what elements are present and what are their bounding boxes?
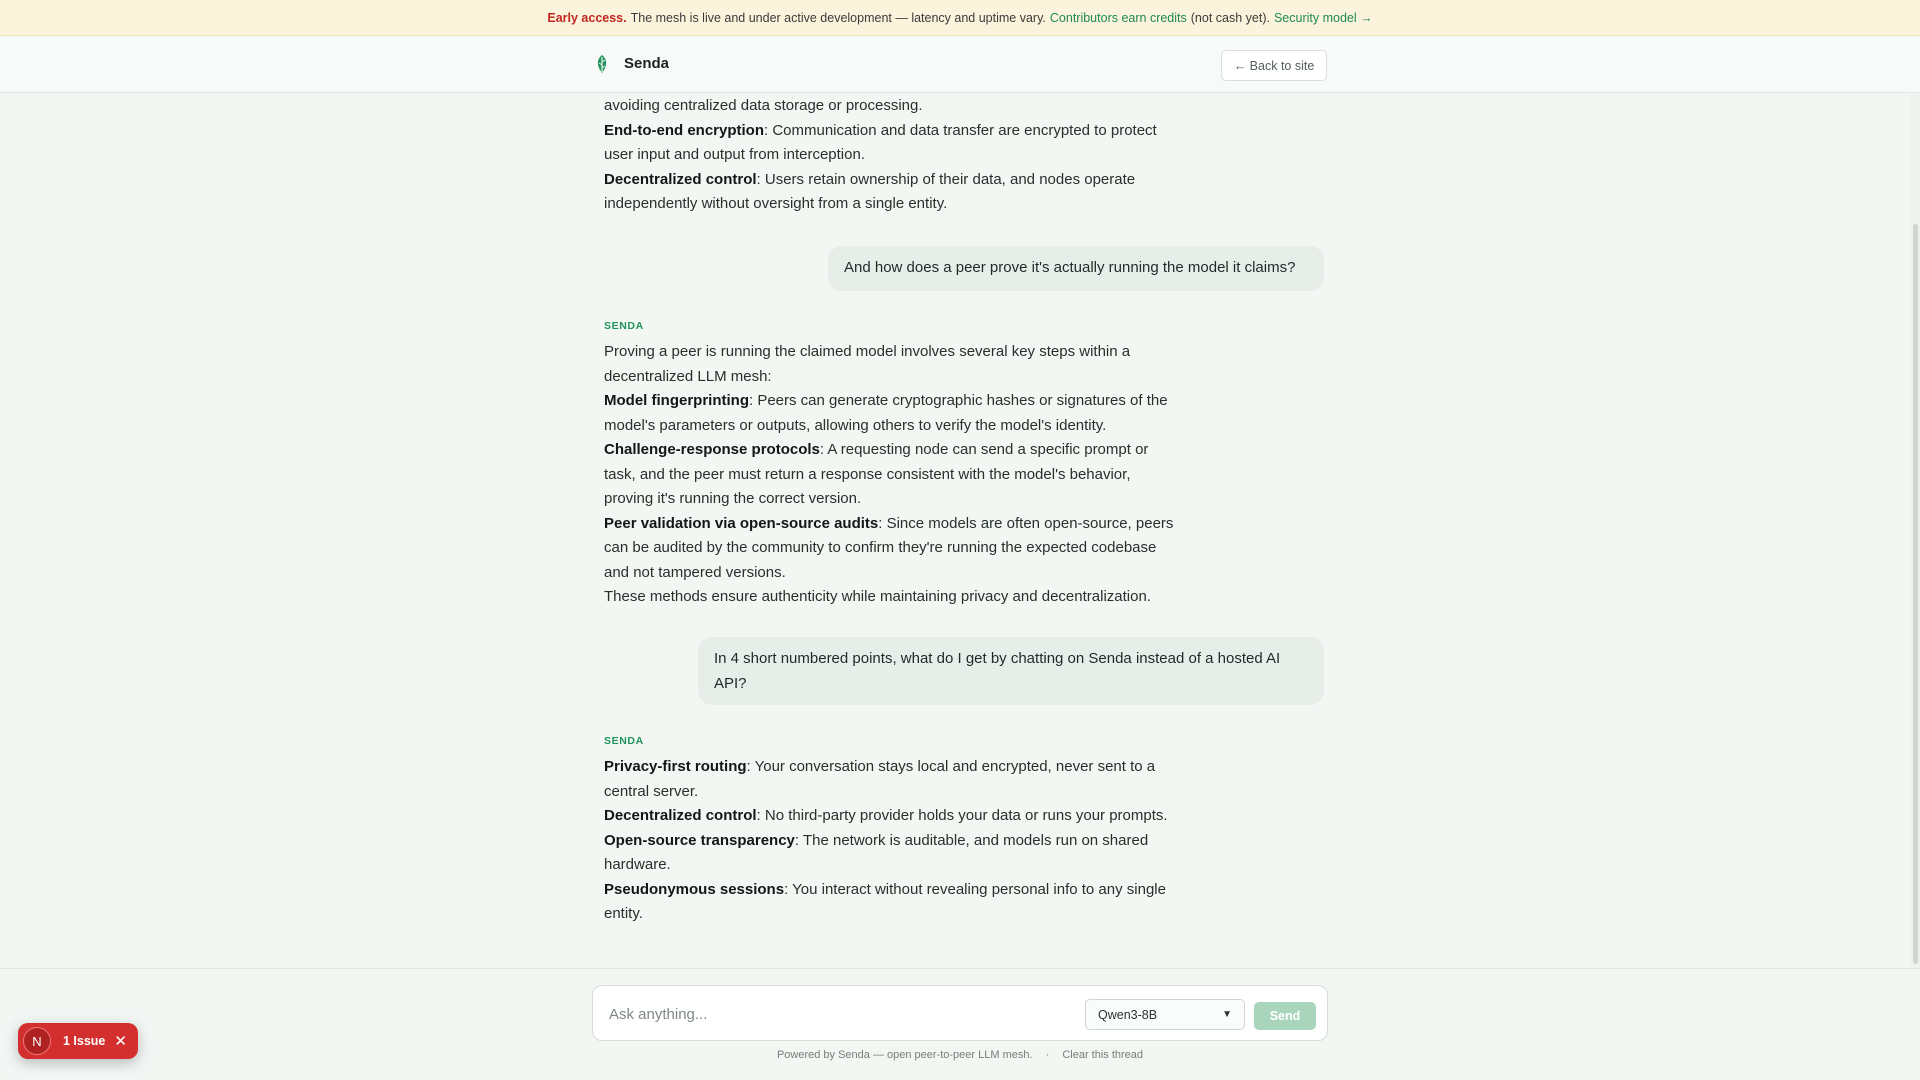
- send-button[interactable]: Send: [1254, 1002, 1316, 1030]
- close-icon[interactable]: ✕: [114, 1033, 127, 1050]
- user-message-text: And how does a peer prove it's actually running the model it claims?: [844, 259, 1296, 276]
- issue-count[interactable]: 1 Issue: [63, 1034, 106, 1048]
- user-message-text: In 4 short numbered points, what do I get by chatting on Senda instead of a hosted AI: [714, 650, 1281, 667]
- top-header: [0, 37, 1920, 93]
- powered-by-text: Powered by Senda — open peer-to-peer LLM mesh.: [776, 1049, 1033, 1061]
- user-message: [698, 637, 1324, 705]
- message-line: Pseudonymous sessions: You interact without revealing personal info to any single: [604, 880, 1166, 898]
- early-access-banner: [0, 0, 1920, 36]
- model-select[interactable]: [1085, 999, 1245, 1030]
- footer-separator: ·: [1045, 1049, 1050, 1061]
- message-line: user input and output from interception.: [604, 146, 865, 163]
- security-model-link[interactable]: Security model →: [1273, 10, 1373, 25]
- scrollbar-thumb[interactable]: [1913, 224, 1918, 964]
- message-line: Peer validation via open-source audits: Since models are often open-source, peers: [604, 514, 1174, 532]
- leaf-logo-icon: [594, 54, 610, 74]
- user-message: [828, 246, 1324, 291]
- message-line: End-to-end encryption: Communication and data transfer are encrypted to protect: [604, 121, 1157, 139]
- model-select-value: Qwen3-8B: [1098, 1007, 1158, 1022]
- sender-label: SENDA: [604, 320, 644, 332]
- user-message-text: API?: [714, 674, 747, 692]
- message-line: avoiding centralized data storage or processing.: [604, 97, 923, 114]
- message-line: proving it's running the correct version.: [604, 490, 862, 507]
- brand-name: Senda: [624, 55, 670, 72]
- message-line: model's parameters or outputs, allowing others to verify the model's identity.: [604, 416, 1107, 434]
- clear-thread-link[interactable]: Clear this thread: [1062, 1049, 1144, 1061]
- back-to-site-button[interactable]: ← Back to site: [1221, 50, 1327, 81]
- message-line: Decentralized control: Users retain ownership of their data, and nodes operate: [604, 170, 1136, 188]
- issues-indicator[interactable]: [18, 1023, 138, 1059]
- banner-text: The mesh is live and under active development — latency and uptime vary.: [630, 10, 1046, 25]
- assistant-message: [604, 735, 1194, 927]
- message-line: These methods ensure authenticity while maintaining privacy and decentralization.: [604, 588, 1151, 605]
- sender-label: SENDA: [604, 735, 644, 747]
- message-line: decentralized LLM mesh:: [604, 367, 772, 385]
- banner-credits-note: (not cash yet).: [1190, 10, 1270, 25]
- composer-footer: [0, 1049, 1920, 1061]
- assistant-message: [604, 320, 1194, 610]
- message-line: entity.: [604, 905, 643, 922]
- message-line: Open-source transparency: The network is auditable, and models run on shared: [604, 831, 1149, 849]
- message-line: independently without oversight from a single entity.: [604, 195, 948, 212]
- assistant-message: [604, 94, 1194, 217]
- message-line: Decentralized control: No third-party provider holds your data or runs your prompts.: [604, 807, 1168, 824]
- next-logo-icon: N: [23, 1027, 51, 1055]
- banner-label: Early access.: [547, 10, 627, 25]
- contributors-credits-link[interactable]: Contributors earn credits: [1049, 10, 1187, 25]
- composer: [592, 985, 1328, 1041]
- message-line: hardware.: [604, 856, 671, 873]
- message-line: can be audited by the community to confirm they're running the expected codebase: [604, 539, 1157, 556]
- message-line: and not tampered versions.: [604, 563, 786, 581]
- message-line: Challenge-response protocols: A requesting node can send a specific prompt or: [604, 441, 1149, 458]
- message-input[interactable]: [609, 1000, 1069, 1028]
- chat-thread: [0, 94, 1911, 968]
- chevron-down-icon: ▼: [1222, 1009, 1232, 1020]
- message-line: task, and the peer must return a response consistent with the model's behavior,: [604, 465, 1131, 483]
- message-line: Model fingerprinting: Peers can generate cryptographic hashes or signatures of the: [604, 392, 1168, 409]
- message-line: Proving a peer is running the claimed model involves several key steps within a: [604, 343, 1131, 360]
- chat-scrollbar[interactable]: [1911, 94, 1920, 968]
- message-line: central server.: [604, 782, 699, 800]
- message-line: Privacy-first routing: Your conversation stays local and encrypted, never sent to a: [604, 758, 1156, 775]
